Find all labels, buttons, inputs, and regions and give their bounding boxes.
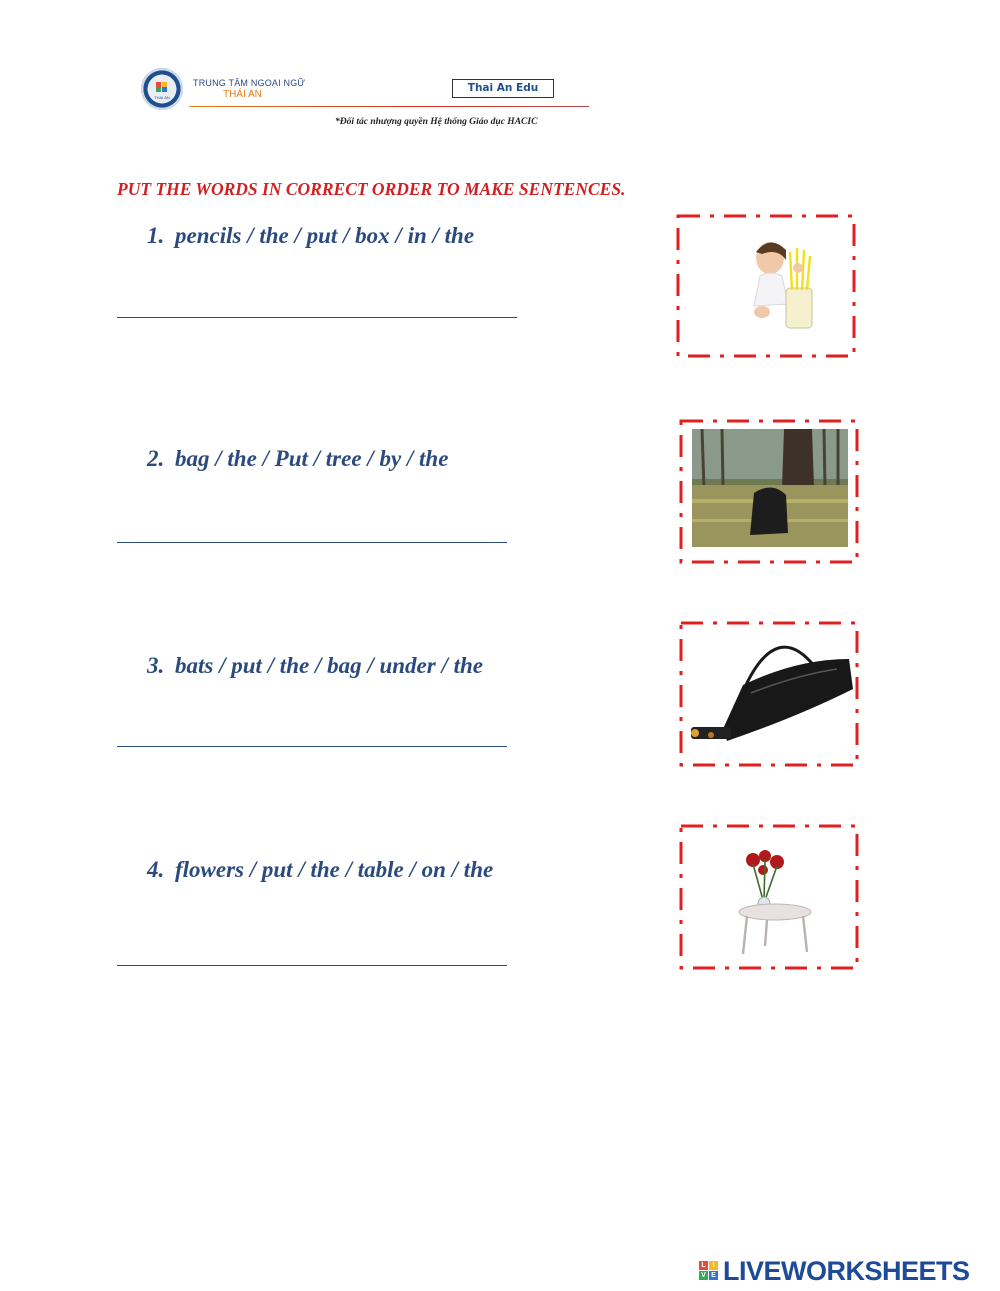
question-2-words: bag / the / Put / tree / by / the bbox=[175, 446, 449, 471]
question-4-words: flowers / put / the / table / on / the bbox=[175, 857, 494, 882]
bat-bag-image bbox=[687, 629, 855, 749]
question-1-number: 1. bbox=[147, 223, 165, 248]
question-3-number: 3. bbox=[147, 653, 165, 678]
question-3-words: bats / put / the / bag / under / the bbox=[175, 653, 483, 678]
girl-pencils-image bbox=[748, 234, 828, 334]
flowers-table-image bbox=[735, 846, 815, 958]
instruction-heading: PUT THE WORDS IN CORRECT ORDER TO MAKE SENTENCES. bbox=[117, 179, 626, 199]
question-2-answer-line[interactable] bbox=[117, 542, 507, 543]
header-divider bbox=[189, 106, 589, 107]
bag-tree-image bbox=[692, 429, 848, 547]
edu-label-box: Thai An Edu bbox=[452, 79, 554, 98]
brand-name-line1: TRUNG TÂM NGOẠI NGỮ bbox=[193, 78, 306, 88]
brand-name-line2: THÁI AN bbox=[223, 89, 262, 100]
partner-note: *Đối tác nhượng quyền Hệ thống Giáo dục HACIC bbox=[335, 117, 538, 127]
question-2-number: 2. bbox=[147, 446, 165, 471]
picture-frame-2 bbox=[679, 419, 859, 564]
liveworksheets-icon: L I V E bbox=[699, 1261, 719, 1281]
question-4-answer-line[interactable] bbox=[117, 965, 507, 966]
picture-frame-3 bbox=[679, 621, 859, 767]
picture-frame-4 bbox=[679, 824, 859, 970]
liveworksheets-text: LIVEWORKSHEETS bbox=[723, 1256, 970, 1286]
question-1-words: pencils / the / put / box / in / the bbox=[175, 223, 475, 248]
center-logo bbox=[141, 68, 183, 110]
question-1-answer-line[interactable] bbox=[117, 317, 517, 318]
question-3-answer-line[interactable] bbox=[117, 746, 507, 747]
picture-frame-1 bbox=[676, 214, 856, 358]
question-4-number: 4. bbox=[147, 857, 165, 882]
logo-text: THAI AN bbox=[154, 95, 170, 100]
